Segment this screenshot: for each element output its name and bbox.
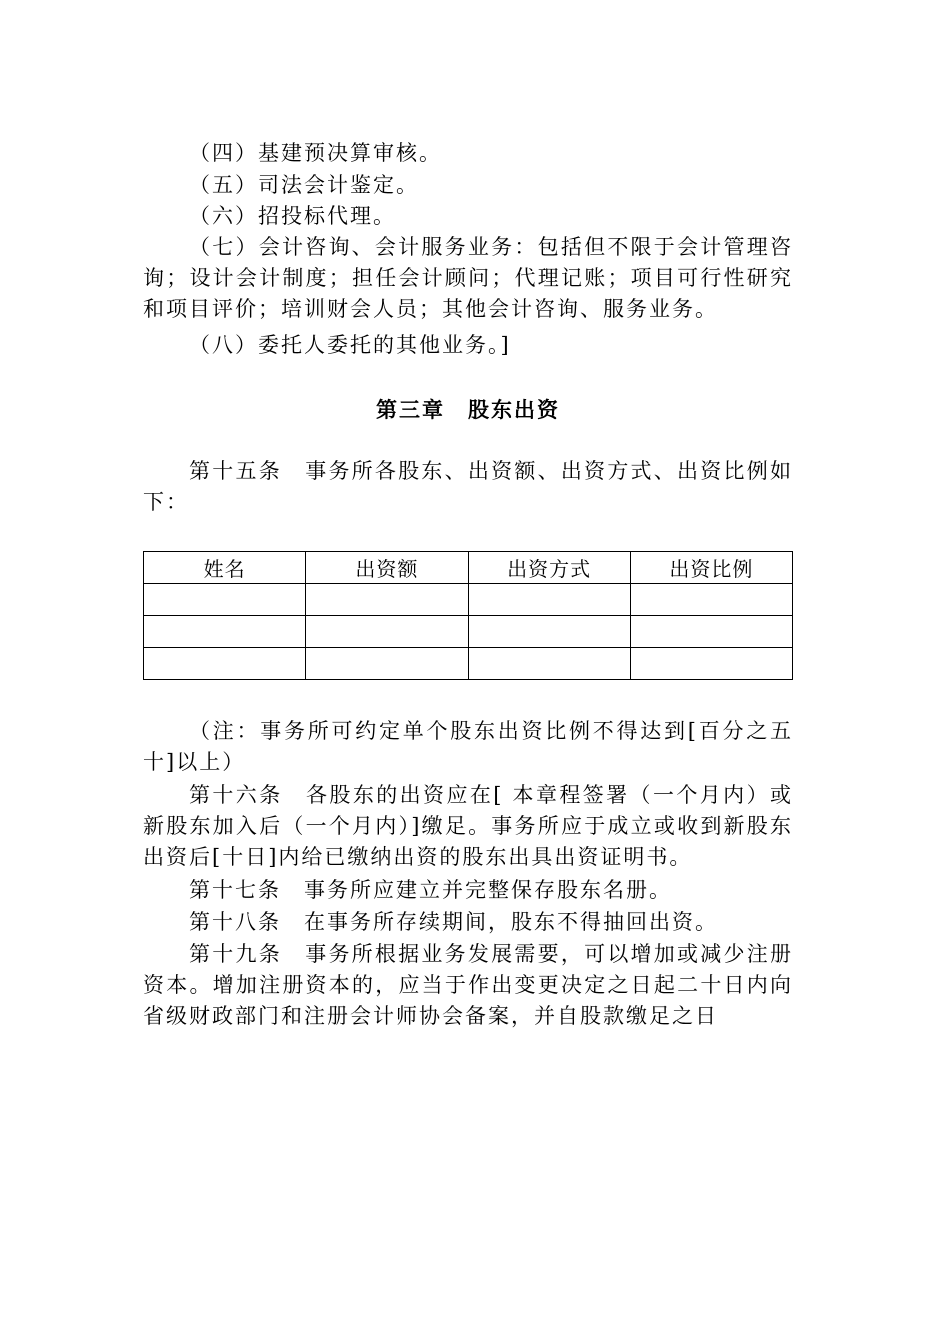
article-19: 第十九条 事务所根据业务发展需要，可以增加或减少注册资本。增加注册资本的，应当于作出变更决定之日起二十日内向省级财政部门和注册会计师协会备案，并自股款缴足之日: [143, 942, 793, 1028]
table-header-row: [144, 552, 793, 584]
note-paragraph: （注：事务所可约定单个股东出资比例不得达到[百分之五十]以上）: [143, 719, 793, 774]
table-cell: [630, 616, 792, 648]
table-cell: [630, 648, 792, 680]
header-ratio: 出资比例: [630, 552, 792, 584]
table-cell: [468, 584, 630, 616]
article-16: 第十六条 各股东的出资应在[ 本章程签署（一个月内）或新股东加入后（一个月内）]缴足。事务所应于成立或收到新股东出资后[十日]内给已缴纳出资的股东出具出资证明书。: [143, 783, 793, 869]
table-cell: [306, 648, 468, 680]
shareholder-table: [143, 551, 793, 680]
item-four: （四）基建预决算审核。: [189, 141, 442, 165]
item-seven: （七）会计咨询、会计服务业务：包括但不限于会计管理咨询；设计会计制度；担任会计顾问；代理记账；项目可行性研究和项目评价；培训财会人员；其他会计咨询、服务业务。: [143, 235, 793, 321]
header-method: 出资方式: [468, 552, 630, 584]
chapter-title: 第三章 股东出资: [376, 397, 560, 422]
table-cell: [468, 616, 630, 648]
table-cell: [306, 584, 468, 616]
article-17: 第十七条 事务所应建立并完整保存股东名册。: [189, 878, 672, 902]
table-row: [144, 616, 793, 648]
item-five: （五）司法会计鉴定。: [189, 173, 419, 197]
table-cell: [630, 584, 792, 616]
table-cell: [144, 648, 306, 680]
item-six: （六）招投标代理。: [189, 204, 396, 228]
header-name: 姓名: [144, 552, 306, 584]
article-15: 第十五条 事务所各股东、出资额、出资方式、出资比例如下：: [143, 459, 793, 514]
article-18: 第十八条 在事务所存续期间，股东不得抽回出资。: [189, 910, 718, 934]
table-cell: [306, 616, 468, 648]
table-cell: [144, 584, 306, 616]
table-cell: [468, 648, 630, 680]
header-amount: 出资额: [306, 552, 468, 584]
table-cell: [144, 616, 306, 648]
item-eight: （八）委托人委托的其他业务。]: [189, 333, 511, 357]
table-row: [144, 648, 793, 680]
table-row: [144, 584, 793, 616]
